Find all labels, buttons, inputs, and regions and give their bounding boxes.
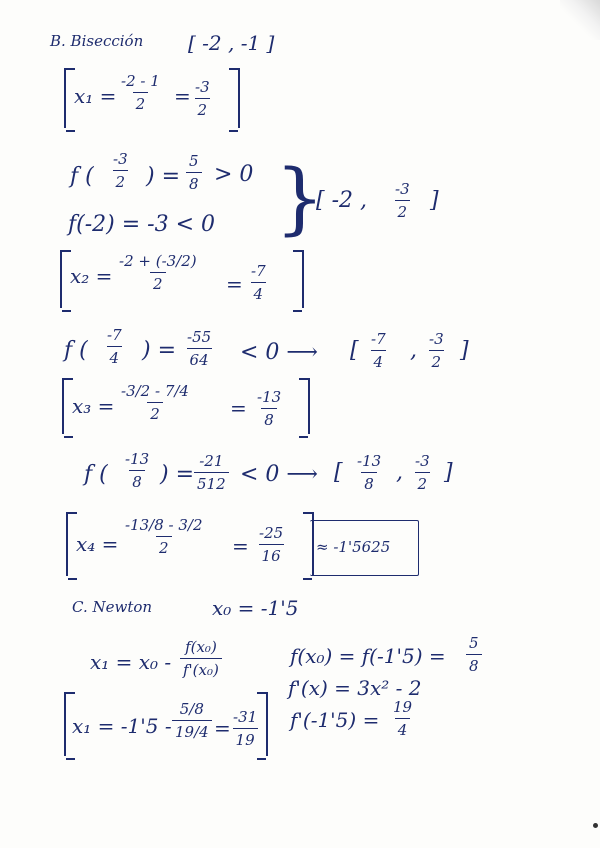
newton-fprime-val-text: f'(-1'5) = bbox=[290, 708, 380, 732]
eval4-arg-num: -13 bbox=[125, 450, 150, 468]
newton-fprime-den: 4 bbox=[395, 718, 411, 739]
eval4-int-b-num: -3 bbox=[415, 452, 430, 470]
eval3-int-b-num: -3 bbox=[429, 330, 444, 348]
eval3-arg-num: -7 bbox=[107, 326, 122, 344]
eval3-int-b bbox=[426, 330, 447, 371]
eval3-arg-den: 4 bbox=[107, 346, 123, 367]
x4-result bbox=[256, 524, 286, 565]
eval1-arg-den: 2 bbox=[113, 170, 129, 191]
x4-numerator: -13/8 - 3/2 bbox=[125, 516, 203, 534]
interval1-den: 2 bbox=[395, 200, 411, 221]
newton-f-den: 8 bbox=[466, 654, 482, 675]
x4-fraction bbox=[122, 516, 206, 557]
page-edge-mark bbox=[593, 823, 598, 828]
x1-fraction bbox=[118, 72, 163, 113]
eval3-prefix: f ( bbox=[64, 338, 88, 363]
eval4-int-a bbox=[354, 452, 384, 493]
interval1-close: ] bbox=[430, 188, 439, 213]
section-b-title: B. Bisección bbox=[50, 32, 144, 50]
newton-formula-den: f'(x₀) bbox=[180, 658, 222, 679]
eval2-text: f(-2) = -3 < 0 bbox=[68, 212, 216, 237]
x2-result-num: -7 bbox=[251, 262, 266, 280]
eval1-compare: > 0 bbox=[214, 162, 254, 187]
x2-result-den: 4 bbox=[251, 282, 267, 303]
x3-fraction bbox=[118, 382, 192, 423]
eval3-suffix: ) = bbox=[142, 338, 177, 363]
eval1-val-den: 8 bbox=[186, 172, 202, 193]
eval3-int-close: ] bbox=[460, 338, 469, 363]
x4-denominator: 2 bbox=[156, 536, 172, 557]
x1-denominator: 2 bbox=[133, 92, 149, 113]
newton-x1-num: 5/8 bbox=[179, 700, 204, 718]
eval4-int-open: [ bbox=[334, 460, 343, 485]
eval3-val-den: 64 bbox=[187, 348, 212, 369]
newton-fprime-val bbox=[390, 698, 415, 739]
eval1-value bbox=[186, 152, 202, 193]
newton-x1-res-num: -31 bbox=[233, 708, 258, 726]
newton-f-text: f(x₀) = f(-1'5) = bbox=[290, 644, 446, 668]
eval4-int-b-den: 2 bbox=[415, 472, 431, 493]
x2-lhs: x₂ = bbox=[70, 264, 113, 288]
newton-x1-res-den: 19 bbox=[233, 728, 258, 749]
eval4-value bbox=[194, 452, 229, 493]
eval3-int-a-num: -7 bbox=[371, 330, 386, 348]
x2-denominator: 2 bbox=[150, 272, 166, 293]
eval4-val-den: 512 bbox=[194, 472, 229, 493]
eval4-compare: < 0 ⟶ bbox=[240, 462, 318, 487]
newton-fprime-num: 19 bbox=[393, 698, 413, 716]
eval3-compare: < 0 ⟶ bbox=[240, 340, 318, 365]
newton-x1-den: 19/4 bbox=[172, 720, 212, 741]
newton-f-value bbox=[466, 634, 482, 675]
eval1-arg-num: -3 bbox=[113, 150, 128, 168]
x4-lhs: x₄ = bbox=[76, 532, 119, 556]
x1-numerator: -2 - 1 bbox=[121, 72, 160, 90]
x4-result-den: 16 bbox=[259, 544, 284, 565]
x3-numerator: -3/2 - 7/4 bbox=[121, 382, 189, 400]
eval4-suffix: ) = bbox=[160, 462, 195, 487]
x1-result-den: 2 bbox=[195, 98, 211, 119]
x2-equals: = bbox=[226, 272, 243, 296]
newton-x1-fraction bbox=[172, 700, 212, 741]
interval1-num: -3 bbox=[395, 180, 410, 198]
eval1-prefix: f ( bbox=[70, 164, 94, 189]
eval3-int-a bbox=[368, 330, 389, 371]
newton-formula-lhs: x₁ = x₀ - bbox=[90, 650, 172, 674]
eval3-int-open: [ bbox=[350, 338, 359, 363]
eval1-val-num: 5 bbox=[189, 152, 199, 170]
eval1-arg bbox=[110, 150, 131, 191]
eval4-prefix: f ( bbox=[84, 462, 108, 487]
newton-formula-num: f(x₀) bbox=[185, 638, 217, 656]
newton-x1-result bbox=[230, 708, 260, 749]
section-b-interval: [ -2 , -1 ] bbox=[188, 31, 275, 55]
x3-result-den: 8 bbox=[261, 408, 277, 429]
x4-approx: ≈ -1'5625 bbox=[316, 538, 391, 556]
page-fold-shadow bbox=[560, 0, 600, 40]
x1-result-num: -3 bbox=[195, 78, 210, 96]
eval4-int-a-num: -13 bbox=[357, 452, 382, 470]
newton-x1-lhs: x₁ = -1'5 - bbox=[72, 714, 172, 738]
x2-numerator: -2 + (-3/2) bbox=[119, 252, 197, 270]
eval4-int-a-den: 8 bbox=[361, 472, 377, 493]
eval4-arg bbox=[122, 450, 152, 491]
eval3-val-num: -55 bbox=[187, 328, 212, 346]
x3-equals: = bbox=[230, 396, 247, 420]
section-c-title: C. Newton bbox=[72, 598, 153, 616]
x4-result-num: -25 bbox=[259, 524, 284, 542]
x4-equals: = bbox=[232, 534, 249, 558]
x3-lhs: x₃ = bbox=[72, 394, 115, 418]
x1-result bbox=[192, 78, 213, 119]
x3-denominator: 2 bbox=[147, 402, 163, 423]
eval4-val-num: -21 bbox=[199, 452, 224, 470]
eval3-int-b-den: 2 bbox=[429, 350, 445, 371]
eval4-arg-den: 8 bbox=[129, 470, 145, 491]
eval4-int-close: ] bbox=[444, 460, 453, 485]
eval3-arg bbox=[104, 326, 125, 367]
x1-lhs: x₁ = bbox=[74, 84, 117, 108]
newton-fprime: f'(x) = 3x² - 2 bbox=[288, 676, 422, 700]
brace-symbol: } bbox=[275, 154, 325, 244]
eval4-int-b bbox=[412, 452, 433, 493]
eval3-int-a-den: 4 bbox=[371, 350, 387, 371]
eval1-suffix: ) = bbox=[146, 164, 181, 189]
newton-x1-equals: = bbox=[214, 716, 231, 740]
interval1-fraction bbox=[392, 180, 413, 221]
x3-result-num: -13 bbox=[257, 388, 282, 406]
x2-fraction bbox=[116, 252, 200, 293]
eval3-int-sep: , bbox=[410, 338, 417, 363]
newton-f-num: 5 bbox=[469, 634, 479, 652]
newton-formula-fraction bbox=[180, 638, 222, 679]
section-c-x0: x₀ = -1'5 bbox=[212, 596, 299, 620]
interval1-open: [ -2 , bbox=[316, 188, 367, 213]
x3-result bbox=[254, 388, 284, 429]
eval4-int-sep: , bbox=[396, 460, 403, 485]
eval3-value bbox=[184, 328, 214, 369]
x2-result bbox=[248, 262, 269, 303]
x1-equals: = bbox=[174, 84, 191, 108]
